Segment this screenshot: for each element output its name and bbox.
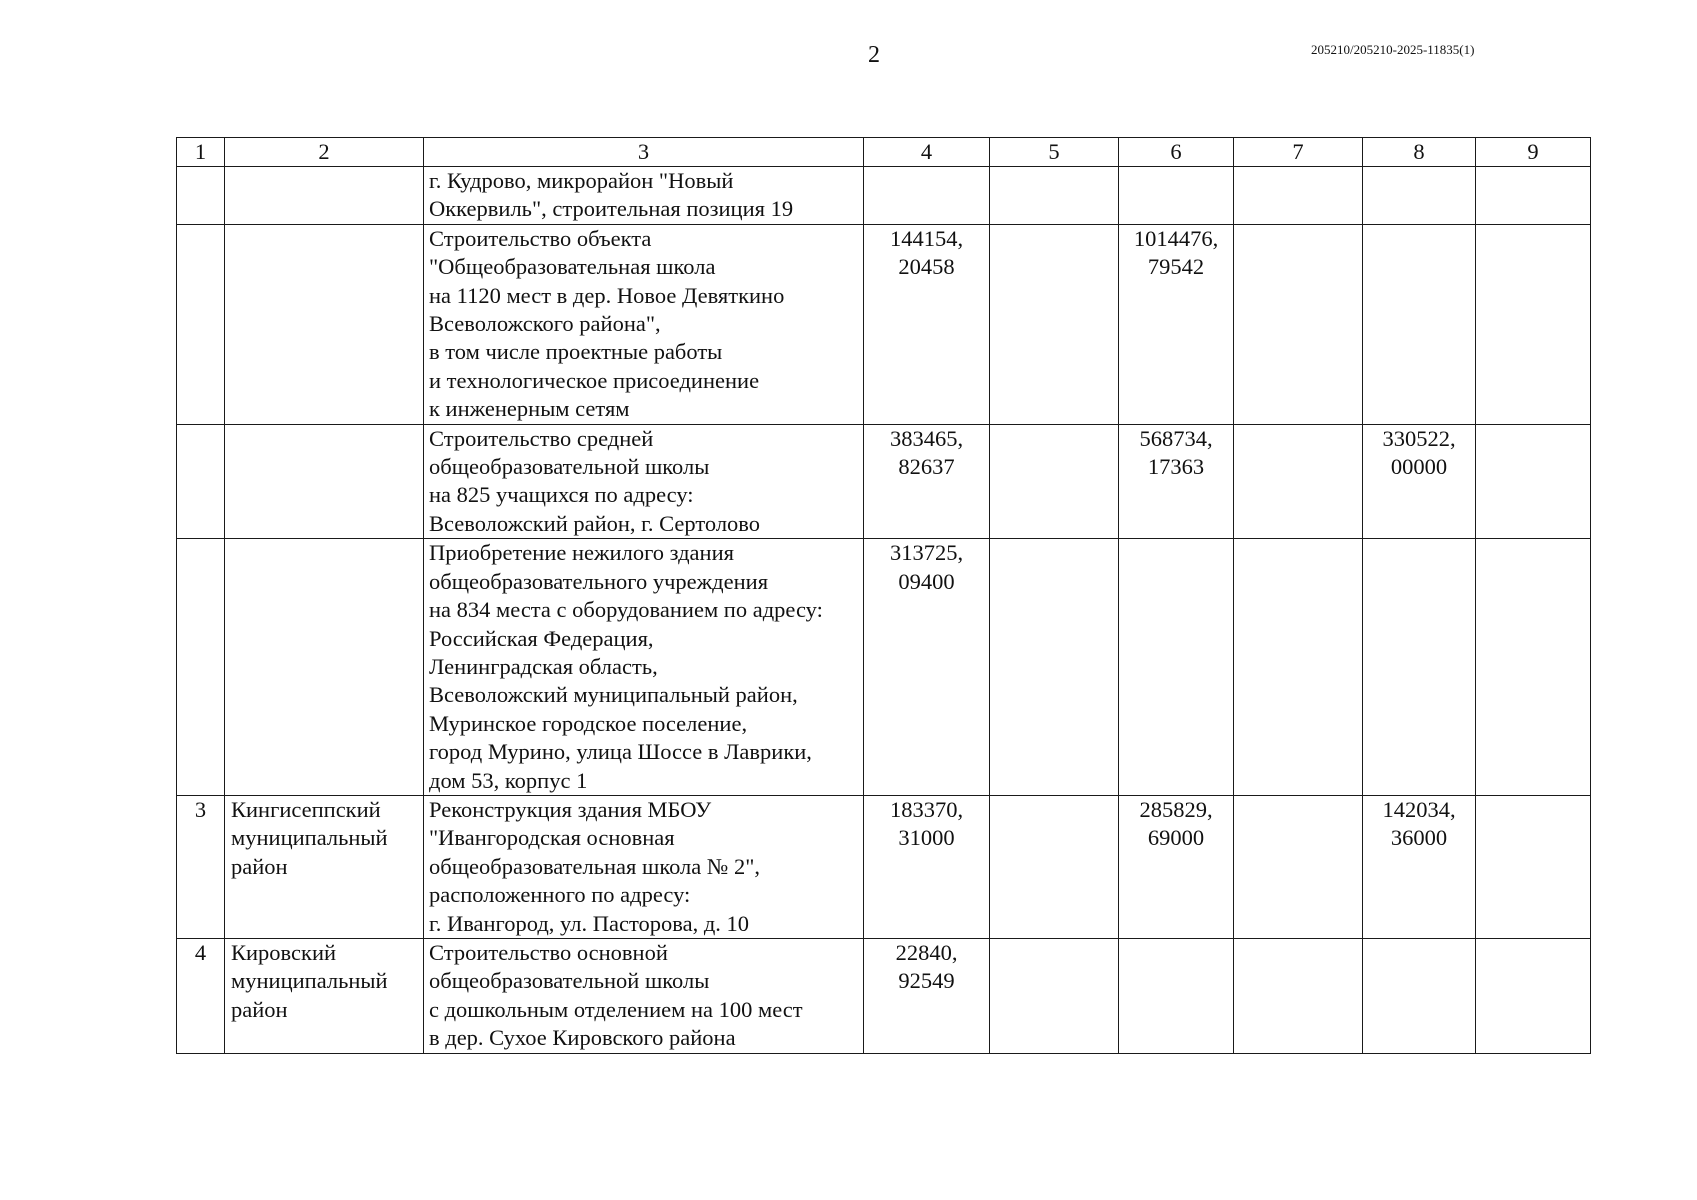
column-header: 3: [424, 138, 864, 167]
cell-text-line: 568734,: [1139, 425, 1213, 451]
column-4-value-cell: [864, 539, 990, 796]
cell-text-line: 00000: [1390, 454, 1448, 480]
cell-text-line: 144154,: [889, 225, 964, 251]
column-header: 1: [177, 138, 225, 167]
cell-text-line: общеобразовательного учреждения: [429, 568, 769, 594]
document-code: 205210/205210-2025-11835(1): [1311, 42, 1475, 57]
column-5-value-cell: [990, 424, 1119, 539]
cell-text-line: 383465,: [889, 425, 964, 451]
cell-text-line: к инженерным сетям: [429, 396, 630, 422]
column-header: 2: [225, 138, 424, 167]
column-header: 9: [1476, 138, 1591, 167]
document-table: [176, 137, 1591, 1054]
table-row: [177, 224, 1591, 424]
column-6-value-cell: [1119, 167, 1234, 225]
cell-text-line: Кировский: [231, 939, 337, 965]
column-header: 7: [1234, 138, 1363, 167]
column-header: 6: [1119, 138, 1234, 167]
cell-text-line: 142034,: [1382, 796, 1456, 822]
cell-text-line: Реконструкция здания МБОУ: [429, 796, 712, 822]
cell-text-line: 330522,: [1382, 425, 1456, 451]
cell-text-line: 1014476,: [1133, 225, 1219, 251]
cell-text-line: на 1120 мест в дер. Новое Девяткино: [429, 282, 785, 308]
cell-text-line: 82637: [898, 454, 955, 480]
table-row: [177, 539, 1591, 796]
cell-text-line: Муринское городское поселение,: [429, 710, 748, 736]
column-6-value-cell: [1119, 424, 1234, 539]
cell-text-line: дом 53, корпус 1: [429, 767, 588, 793]
object-description-cell: [424, 167, 864, 225]
object-description-cell: [424, 224, 864, 424]
column-9-value-cell: [1476, 795, 1591, 938]
column-9-value-cell: [1476, 539, 1591, 796]
table-header-row: [177, 138, 1591, 167]
cell-text-line: общеобразовательной школы: [429, 968, 710, 994]
column-9-value-cell: [1476, 224, 1591, 424]
object-description-cell: [424, 424, 864, 539]
cell-text-line: общеобразовательная школа № 2",: [429, 853, 761, 879]
column-9-value-cell: [1476, 424, 1591, 539]
column-5-value-cell: [990, 167, 1119, 225]
cell-text-line: общеобразовательной школы: [429, 454, 710, 480]
cell-text-line: г. Кудрово, микрорайон "Новый: [429, 168, 734, 193]
cell-text-line: 285829,: [1139, 796, 1213, 822]
column-4-value-cell: [864, 795, 990, 938]
cell-text-line: Строительство основной: [429, 939, 668, 965]
district-cell: [225, 938, 424, 1053]
cell-text-line: расположенного по адресу:: [429, 882, 691, 908]
column-7-value-cell: [1234, 224, 1363, 424]
table-row: [177, 424, 1591, 539]
object-description-cell: [424, 795, 864, 938]
row-number-cell: [177, 167, 225, 225]
column-5-value-cell: [990, 795, 1119, 938]
column-5-value-cell: [990, 539, 1119, 796]
column-4-value-cell: [864, 167, 990, 225]
cell-text-line: город Мурино, улица Шоссе в Лаврики,: [429, 739, 812, 765]
column-8-value-cell: [1363, 424, 1476, 539]
column-header: 4: [864, 138, 990, 167]
column-4-value-cell: [864, 224, 990, 424]
cell-text-line: 20458: [898, 254, 955, 280]
cell-text-line: на 834 места с оборудованием по адресу:: [429, 597, 823, 623]
cell-text-line: муниципальный: [231, 968, 388, 994]
page-number: 2: [868, 42, 880, 68]
cell-text-line: и технологическое присоединение: [429, 367, 760, 393]
table-row: [177, 795, 1591, 938]
cell-text-line: Кингисеппский: [231, 796, 381, 822]
cell-text-line: 92549: [898, 968, 955, 994]
column-4-value-cell: [864, 424, 990, 539]
cell-text-line: Ленинградская область,: [429, 653, 658, 679]
table-row: [177, 938, 1591, 1053]
column-6-value-cell: [1119, 539, 1234, 796]
cell-text-line: район: [231, 853, 288, 879]
cell-text-line: 183370,: [889, 796, 964, 822]
column-7-value-cell: [1234, 424, 1363, 539]
object-description-cell: [424, 938, 864, 1053]
column-7-value-cell: [1234, 539, 1363, 796]
district-cell: [225, 224, 424, 424]
column-header: 8: [1363, 138, 1476, 167]
column-8-value-cell: [1363, 224, 1476, 424]
cell-text-line: на 825 учащихся по адресу:: [429, 482, 694, 508]
cell-text-line: Строительство средней: [429, 425, 654, 451]
district-cell: [225, 167, 424, 225]
column-8-value-cell: [1363, 167, 1476, 225]
cell-text-line: Приобретение нежилого здания: [429, 540, 734, 566]
cell-text-line: Всеволожский район, г. Сертолово: [429, 510, 761, 536]
cell-text-line: Всеволожского района",: [429, 311, 661, 337]
row-number-cell: [177, 424, 225, 539]
column-4-value-cell: [864, 938, 990, 1053]
cell-text-line: 22840,: [895, 939, 958, 965]
column-8-value-cell: [1363, 795, 1476, 938]
district-cell: [225, 539, 424, 796]
cell-text-line: г. Ивангород, ул. Пасторова, д. 10: [429, 910, 750, 936]
table-row: [177, 167, 1591, 225]
cell-text-line: район: [231, 996, 288, 1022]
row-number-cell: 4: [177, 938, 225, 1053]
cell-text-line: 79542: [1147, 254, 1205, 280]
cell-text-line: Оккервиль", строительная позиция 19: [429, 196, 794, 222]
row-number-cell: 3: [177, 795, 225, 938]
cell-text-line: 313725,: [889, 540, 964, 566]
district-cell: [225, 424, 424, 539]
cell-text-line: 31000: [898, 825, 955, 851]
cell-text-line: 36000: [1390, 825, 1448, 851]
cell-text-line: с дошкольным отделением на 100 мест: [429, 996, 803, 1022]
column-header: 5: [990, 138, 1119, 167]
column-7-value-cell: [1234, 167, 1363, 225]
column-7-value-cell: [1234, 938, 1363, 1053]
row-number-cell: [177, 539, 225, 796]
cell-text-line: Строительство объекта: [429, 225, 652, 251]
column-6-value-cell: [1119, 795, 1234, 938]
column-6-value-cell: [1119, 938, 1234, 1053]
column-8-value-cell: [1363, 938, 1476, 1053]
cell-text-line: 09400: [898, 568, 955, 594]
cell-text-line: муниципальный: [231, 825, 388, 851]
cell-text-line: 69000: [1147, 825, 1205, 851]
cell-text-line: 17363: [1147, 454, 1205, 480]
row-number-cell: [177, 224, 225, 424]
column-9-value-cell: [1476, 938, 1591, 1053]
column-8-value-cell: [1363, 539, 1476, 796]
column-7-value-cell: [1234, 795, 1363, 938]
cell-text-line: "Общеобразовательная школа: [429, 254, 716, 280]
district-cell: [225, 795, 424, 938]
object-description-cell: [424, 539, 864, 796]
cell-text-line: в дер. Сухое Кировского района: [429, 1025, 736, 1051]
cell-text-line: Российская Федерация,: [429, 625, 654, 651]
column-5-value-cell: [990, 224, 1119, 424]
column-9-value-cell: [1476, 167, 1591, 225]
cell-text-line: "Ивангородская основная: [429, 825, 675, 851]
cell-text-line: в том числе проектные работы: [429, 339, 723, 365]
column-5-value-cell: [990, 938, 1119, 1053]
column-6-value-cell: [1119, 224, 1234, 424]
cell-text-line: Всеволожский муниципальный район,: [429, 682, 798, 708]
